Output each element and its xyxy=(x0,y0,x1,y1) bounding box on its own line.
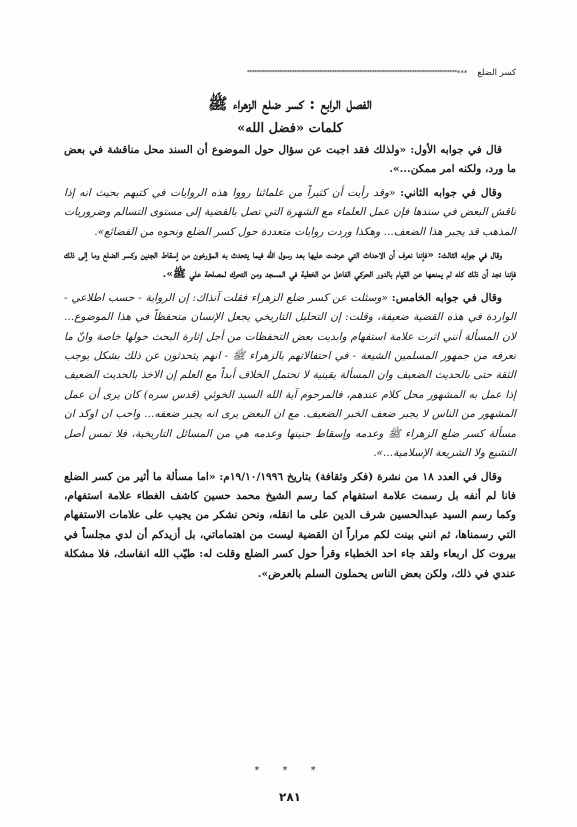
paragraph-quote: «وقد رأيت أن كثيراً من علمائنا رووا هذه الروايات في كتبهم بحيث انه إذا ناقش البعض في سندها فإن عمل العلماء مع الشهرة التي تصل بالقضية إلى مستوى التسالم وضروريات المذهب قد يجبر هذا الضعف... وهكذا وردت روايات متعددة حول كسر الضلع ونحوه من الفضائع». xyxy=(64,186,516,238)
running-header xyxy=(64,66,516,80)
paragraph-lead: وقال في جوابه الخامس: xyxy=(391,291,502,304)
running-header-title: كسر الضلع xyxy=(477,68,516,78)
running-header-rule: ************************************************************************************ xyxy=(246,70,457,76)
paragraph-answer-5 xyxy=(64,289,516,464)
paragraph-lead: قال في جوابه الأول: xyxy=(410,144,503,156)
body-text xyxy=(64,141,516,588)
paragraph-quote: «وسئلت عن كسر ضلع الزهراء فقلت آنذاك: إن الرواية - حسب اطلاعي - الواردة في هذه القضية ضعيفة، وقلت: إن التحليل التاريخي يجعل الإنسان متحفظاً في هذا الموضوع... لان المسألة أنني اثرت علامة استفهام وابديت بعض التحفظات من أجل إثارة البحث حولها خاصة وانّ ما نعرفه من جمهور المسلمين الشيعة - في احتفالاتهم بالزهراء ﷺ - انهم يتحدثون عن ذلك بشكل يوجب الثقة حتى بالحديث الضعيف وان المسألة يقينية لا تحتمل الخلاف أبداً مع العلم إن الاخذ بالحديث الضعيف إذا عمل به المشهور محل كلام عندهم، فالمرحوم آية الله السيد الخوئي (قدس سره) كان يرى أن عمل المشهور من الناس لا يجبر ضعف الخبر الضعيف. مع ان البعض يرى انه يجبر ضعفه... واحب ان اوكد ان مسألة كسر ضلع الزهراء ﷺ وعدمه وإسقاط جنينها وعدمه هي من المسائل التاريخية، فلا تمس أصل التشيع ولا الشريعة الإسلامية...». xyxy=(64,291,516,460)
paragraph-answer-2 xyxy=(64,184,516,242)
paragraph-lead: وقال في جوابه الثالث: xyxy=(437,249,502,262)
section-subtitle: كلمات «فضل الله» xyxy=(237,121,343,136)
paragraph-bulletin-18 xyxy=(64,468,516,584)
section-separator: * * * xyxy=(254,765,326,776)
paragraph-quote: «فإننا نعرف أن الاحداث التي عرضت عليها بعد رسول الله فيما يتحدث به المؤرخون من إسقاط الجنين وكسر الضلع وما إلى ذلك فإننا نجد أن ذلك كله لم يمنعها عن القيام بالدور الحركي الفاعل من الخطبة في المسجد ومن التحرك لمصلحة علي ﷺ». xyxy=(64,249,516,281)
paragraph-quote: «ولذلك فقد اجبت عن سؤال حول الموضوع أن السند محل مناقشة في بعض ما ورد، ولكنه امر ممكن...». xyxy=(64,144,516,176)
paragraph-answer-1 xyxy=(64,141,516,180)
paragraph-quote: «اما مسألة ما أثير من كسر الضلع فانا لم أنفه بل رسمت علامة استفهام كما رسم الشيخ محمد حسين كاشف الغطاء علامة استفهام، وكما رسم السيد عبدالحسين شرف الدين على ما انقله، ونحن نشكر من يجيب على علامات الاستفهام التي رسمناها، ثم انني بينت لكم مراراً ان القضية ليست من اهتماماتي، بل أزيدكم أن لدي مجلساً في بيروت كل اربعاء ولقد جاء احد الخطباء وقرأ حول كسر الضلع وقلت له: طيّب الله انفاسك، فلا مشكلة عندي في ذلك، ولكن بعض الناس يحملون السلم بالعرض». xyxy=(64,470,516,580)
page-number: ٢٨١ xyxy=(279,790,301,804)
chapter-title: الفصل الرابع : كسر ضلع الزهراء ﷺ xyxy=(208,94,372,113)
paragraph-lead: وقال في العدد ١٨ من نشرة (فكر وثقافة) بتاريخ ١٩/١٠/١٩٩٦م: xyxy=(219,470,502,483)
paragraph-lead: وقال في جوابه الثاني: xyxy=(400,186,502,199)
paragraph-answer-3 xyxy=(64,246,516,285)
running-header-stars: *** xyxy=(456,69,468,77)
